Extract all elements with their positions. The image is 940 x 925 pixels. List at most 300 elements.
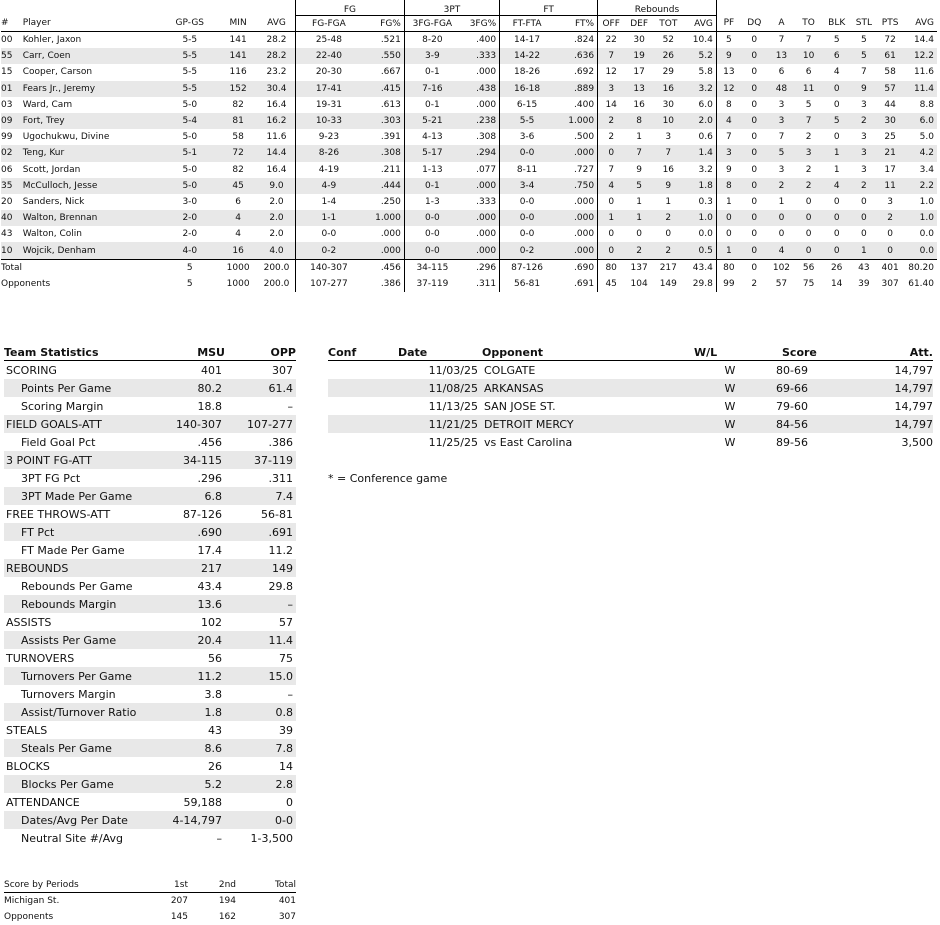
cell-stl: 0 [861,196,867,207]
three-group-header: 3PT [404,0,499,16]
score-by-periods-table [4,878,296,925]
stat-label: Rebounds Per Game [21,579,133,593]
totals-label: Total [1,259,161,276]
stat-label: Field Goal Pct [21,435,96,449]
player-row [1,48,937,64]
col-header-min-avg: AVG [258,16,296,32]
stat-opp-value: 39 [279,723,293,737]
cell-reb-avg: 10.4 [692,35,713,46]
cell-pf: 8 [716,97,741,113]
cell-gp-gs: 2-0 [182,229,198,240]
cell-dq: 0 [751,99,758,110]
cell-pts: 72 [884,35,896,46]
cell-three-fg: 1-3 [404,194,460,210]
stat-opp-value: 1-3,500 [250,831,293,845]
cell-blk: 1 [822,145,852,161]
stat-label: Scoring Margin [21,399,104,413]
cell-def-reb: 1 [624,210,654,226]
cell-dq: 2 [741,276,768,292]
stat-msu-value: 4-14,797 [169,811,225,829]
cell-stl: 2 [852,178,877,194]
team-name: Opponents [4,912,54,922]
team-stat-row [4,775,296,793]
team-statistics-table [4,345,296,847]
player-row [1,210,937,226]
cell-ast: 6 [778,67,785,78]
fg-group-header: FG [296,0,405,16]
cell-to: 2 [805,164,812,175]
cell-gp-gs: 5 [161,259,218,276]
cell-pts: 58 [884,67,896,78]
team-stat-row [4,433,296,451]
cell-tot-reb: 0 [665,229,672,240]
cell-fg-pct: .211 [380,164,401,175]
team-stat-row [4,613,296,631]
cell-ast: 3 [778,99,785,110]
stat-label: BLOCKS [6,759,50,773]
cell-off-reb: 7 [598,162,625,178]
cell-ft: 8-11 [500,162,554,178]
cell-fg-pct: 1.000 [362,210,405,226]
cell-pts-avg: 4.2 [904,145,937,161]
stat-opp-value: 0 [286,795,293,809]
col-header-player: Player [23,16,162,32]
cell-gp-gs: 5-5 [161,48,218,64]
cell-reb-avg: 5.2 [683,48,717,64]
cell-reb-avg: 2.0 [683,113,717,129]
cell-gp-gs: 5-4 [161,113,218,129]
cell-stl: 7 [861,67,867,78]
cell-min: 82 [232,164,244,175]
cell-min: 45 [218,178,258,194]
stat-opp-value: 149 [225,559,296,577]
msu-header: MSU [169,345,225,361]
stat-opp-value: 29.8 [268,579,293,593]
cell-three-fg: 0-1 [404,97,460,113]
cell-player: Walton, Colin [22,229,82,240]
col-header-ft: FT-FTA [500,16,554,32]
cell-pts: 44 [884,99,896,110]
cell-pts-avg: 5.0 [919,132,934,143]
cell-tot-reb: 7 [654,145,683,161]
col-header-fg: FG-FGA [296,16,362,32]
cell-dq: 0 [751,196,758,207]
cell-pts-avg: 80.20 [904,259,937,276]
cell-pts-avg: 0.0 [919,229,934,240]
cell-dq: 0 [741,178,768,194]
cell-ft: 0-2 [500,242,554,259]
stat-msu-value: 43 [208,723,222,737]
cell-off-reb: 7 [598,48,625,64]
team-stat-row [4,379,296,397]
cell-def-reb: 13 [624,81,654,97]
cell-fg-pct: .667 [380,67,401,78]
cell-blk: 6 [822,48,852,64]
cell-fg-pct: .308 [362,145,405,161]
score-cell: 79-60 [776,399,808,413]
date-cell: 11/08/25 [398,379,482,397]
cell-three-pct: .000 [476,99,497,110]
cell-pf: 9 [716,162,741,178]
team-stat-row [4,739,296,757]
period-score: 194 [218,896,236,906]
cell-pts-avg: 1.0 [919,196,934,207]
team-stat-row [4,649,296,667]
cell-stl: 3 [861,99,867,110]
cell-dq: 0 [741,242,768,259]
cell-min-avg: 16.2 [258,113,296,129]
stat-label: Steals Per Game [4,739,169,757]
opponent-cell: ARKANSAS [482,379,694,397]
cell-min-avg: 16.4 [266,99,287,110]
cell-reb-avg: 0.0 [698,229,713,240]
cell-min-avg: 4.0 [258,242,296,259]
cell-tot-reb: 16 [662,164,675,175]
cell-to: 5 [805,99,812,110]
cell-fg: 9-23 [296,129,362,145]
stat-label: FT Pct [4,523,169,541]
team-stat-row [4,487,296,505]
cell-pts: 3 [887,196,893,207]
stat-opp-value: 2.8 [225,775,296,793]
cell-ft: 14-22 [500,48,554,64]
cell-tot-reb: 26 [654,48,683,64]
cell-tot-reb: 3 [665,132,672,143]
attendance-cell: 3,500 [901,435,933,449]
rebounds-group-header: Rebounds [598,0,717,16]
period-score: 145 [170,912,188,922]
cell-player: Sanders, Nick [22,196,85,207]
column-header-row [1,16,937,32]
player-row [1,97,937,113]
cell-player: McCulloch, Jesse [23,178,162,194]
cell-jersey: 00 [1,35,13,46]
opponents-row [1,276,937,292]
stat-label: REBOUNDS [4,559,169,577]
cell-three-pct: .077 [476,164,497,175]
stat-label: SCORING [6,363,57,377]
cell-off-reb: 22 [598,32,625,49]
col-header-reb-avg: AVG [683,16,717,32]
stat-msu-value: 17.4 [197,543,222,557]
cell-reb-avg: 5.8 [698,67,713,78]
date-cell: 11/13/25 [428,399,478,413]
cell-to: 10 [795,48,822,64]
conf-cell [328,433,398,451]
cell-dq: 0 [741,113,768,129]
col-header-three-pct: 3FG% [460,16,500,32]
cell-tot-reb: 2 [654,210,683,226]
cell-fg: 0-0 [296,226,362,242]
cell-blk: 4 [833,67,840,78]
stat-opp-value: 7.8 [225,739,296,757]
stat-label: Points Per Game [4,379,169,397]
cell-fg-pct: .550 [362,48,405,64]
date-cell: 11/21/25 [398,415,482,433]
cell-fg-pct: .250 [380,196,401,207]
cell-pts-avg: 12.2 [904,48,937,64]
player-row [1,194,937,210]
team-stat-row [4,793,296,811]
opponent-cell: COLGATE [484,363,536,377]
cell-three-fg: 0-0 [404,210,460,226]
conf-cell [328,397,398,415]
cell-def-reb: 19 [624,48,654,64]
cell-dq: 0 [741,210,768,226]
cell-player: Carr, Coen [23,48,162,64]
cell-three-pct: .000 [460,210,500,226]
cell-gp-gs: 5-5 [161,81,218,97]
col-header-dq: DQ [741,16,768,32]
cell-three-pct: .333 [460,48,500,64]
cell-player: Ugochukwu, Divine [22,132,110,143]
col-header-blk: BLK [822,16,852,32]
cell-pf: 5 [716,32,741,49]
cell-min: 152 [218,81,258,97]
stat-opp-value: – [287,687,293,701]
score-cell: 69-66 [766,379,858,397]
team-stat-row [4,721,296,739]
period-score: 207 [170,896,188,906]
cell-pts-avg: 3.4 [919,164,934,175]
player-row [1,129,937,145]
attendance-cell: 14,797 [858,379,933,397]
cell-off-reb: 45 [598,276,625,292]
cell-three-pct: .296 [460,259,500,276]
cell-pts-avg: 1.0 [904,210,937,226]
stat-label: FIELD GOALS-ATT [4,415,169,433]
cell-player: Walton, Brennan [23,210,162,226]
cell-jersey: 09 [1,113,23,129]
cell-fg: 4-19 [296,162,362,178]
result-cell: W [694,415,766,433]
team-stat-row [4,667,296,685]
cell-min: 1000 [218,276,258,292]
cell-dq: 0 [741,81,768,97]
col-header-ast: A [768,16,796,32]
col-header-pts-avg: AVG [904,16,937,32]
cell-pf: 9 [716,48,741,64]
cell-player: Scott, Jordan [22,164,81,175]
wl-header: W/L [694,345,766,361]
date-header: Date [398,345,482,361]
attendance-cell: 14,797 [858,415,933,433]
stat-label: Turnovers Margin [21,687,116,701]
cell-min-avg: 200.0 [258,259,296,276]
cell-to: 0 [805,229,812,240]
cell-fg: 107-277 [296,276,362,292]
opponent-cell: SAN JOSE ST. [484,399,556,413]
cell-ast: 4 [768,242,796,259]
cell-to: 3 [795,145,822,161]
stat-msu-value: 26 [208,759,222,773]
stat-opp-value: 57 [279,615,293,629]
cell-tot-reb: 16 [654,81,683,97]
cell-dq: 0 [751,35,758,46]
cell-pts: 401 [876,259,904,276]
cell-player: Teng, Kur [23,145,162,161]
cell-reb-avg: 43.4 [683,259,717,276]
cell-gp-gs: 4-0 [161,242,218,259]
team-stat-row [4,685,296,703]
cell-ast: 5 [768,145,796,161]
cell-reb-avg: 0.5 [683,242,717,259]
cell-pts: 30 [876,113,904,129]
cell-ft-pct: .692 [574,67,595,78]
total-header: Total [236,878,296,893]
cell-three-fg: 5-17 [404,145,460,161]
cell-ast: 3 [778,164,785,175]
stat-label: Rebounds Margin [4,595,169,613]
cell-def-reb: 0 [636,229,642,240]
cell-tot-reb: 2 [654,242,683,259]
cell-pts-avg: 11.4 [904,81,937,97]
cell-blk: 1 [833,164,840,175]
cell-to: 11 [795,81,822,97]
col-header-to: TO [795,16,822,32]
team-stats-title: Team Statistics [4,345,169,361]
stat-opp-value: 15.0 [225,667,296,685]
cell-min-avg: 14.4 [258,145,296,161]
team-stat-row [4,505,296,523]
team-stat-row [4,829,296,847]
stat-opp-value: 56-81 [261,507,293,521]
cell-three-fg: 1-13 [404,162,460,178]
cell-tot-reb: 9 [654,178,683,194]
cell-three-fg: 0-1 [404,64,460,80]
stat-msu-value: 59,188 [183,795,222,809]
cell-jersey: 15 [1,67,13,78]
totals-rows [1,259,937,292]
schedule-table [328,345,933,451]
cell-off-reb: 0 [598,242,625,259]
cell-min: 1000 [218,259,258,276]
cell-ft-pct: .824 [574,35,595,46]
player-row [1,64,937,80]
schedule-row [328,415,933,433]
cell-min-avg: 30.4 [258,81,296,97]
cell-three-fg: 8-20 [404,32,460,49]
score-cell: 84-56 [766,415,858,433]
ft-group-header: FT [500,0,598,16]
cell-gp-gs: 5 [161,276,218,292]
cell-jersey: 40 [1,210,23,226]
cell-fg: 0-2 [296,242,362,259]
cell-to: 6 [805,67,812,78]
cell-ast: 48 [768,81,796,97]
score-cell: 80-69 [776,363,808,377]
cell-pts: 2 [876,210,904,226]
cell-blk: 0 [833,196,840,207]
periods-header-row [4,878,296,893]
cell-to: 0 [795,242,822,259]
cell-gp-gs: 3-0 [182,196,198,207]
stat-msu-value: 5.2 [169,775,225,793]
cell-ft-pct: 1.000 [554,113,598,129]
period-score: 401 [278,896,296,906]
cell-min: 6 [235,196,241,207]
stat-opp-value: – [287,399,293,413]
cell-dq: 0 [741,259,768,276]
team-stat-row [4,811,296,829]
cell-pts-avg: 11.6 [913,67,934,78]
cell-blk: 0 [833,132,840,143]
cell-to: 2 [795,178,822,194]
cell-dq: 0 [751,229,758,240]
cell-to: 56 [795,259,822,276]
att-header: Att. [858,345,933,361]
cell-def-reb: 137 [624,259,654,276]
cell-pf: 4 [716,113,741,129]
col-header-pf: PF [716,16,741,32]
cell-ast: 0 [778,229,785,240]
cell-pts-avg: 14.4 [913,35,934,46]
cell-def-reb: 5 [624,178,654,194]
cell-stl: 0 [852,210,877,226]
stat-label: Blocks Per Game [4,775,169,793]
cell-three-fg: 0-0 [404,242,460,259]
cell-blk: 0 [822,81,852,97]
result-cell: W [724,399,736,413]
cell-gp-gs: 2-0 [161,210,218,226]
schedule-row [328,379,933,397]
cell-pts: 307 [876,276,904,292]
stat-opp-value: 0.8 [225,703,296,721]
stat-msu-value: 140-307 [169,415,225,433]
cell-gp-gs: 5-1 [161,145,218,161]
cell-jersey: 43 [1,229,13,240]
player-row [1,242,937,259]
cell-gp-gs: 5-0 [182,132,198,143]
cell-def-reb: 17 [633,67,645,78]
cell-to: 0 [795,210,822,226]
stat-msu-value: 34-115 [169,451,225,469]
schedule-row [328,397,933,415]
cell-player: Cooper, Carson [22,67,93,78]
cell-ast: 7 [778,35,785,46]
cell-tot-reb: 52 [662,35,675,46]
cell-ft: 5-5 [500,113,554,129]
cell-ft: 0-0 [500,145,554,161]
player-row [1,178,937,194]
conf-header: Conf [328,345,398,361]
stat-opp-value: 37-119 [225,451,296,469]
team-stat-row [4,397,296,415]
schedule-row [328,433,933,451]
cell-fg-pct: .613 [380,99,401,110]
team-stat-row [4,631,296,649]
cell-def-reb: 1 [636,132,642,143]
cell-stl: 1 [852,242,877,259]
player-row [1,145,937,161]
cell-blk: 14 [822,276,852,292]
cell-jersey: 99 [1,132,13,143]
cell-player: Wojcik, Denham [23,242,162,259]
cell-three-pct: .000 [460,242,500,259]
cell-player: Kohler, Jaxon [22,35,82,46]
cell-stl: 0 [861,229,867,240]
stat-opp-value: .691 [225,523,296,541]
team-name: Michigan St. [4,896,60,906]
cell-ft-pct: .691 [554,276,598,292]
cell-three-fg: 5-21 [404,113,460,129]
cell-three-fg: 7-16 [404,81,460,97]
cell-blk: 0 [833,99,840,110]
cell-off-reb: 80 [598,259,625,276]
cell-three-pct: .333 [476,196,497,207]
cell-stl: 2 [852,113,877,129]
cell-blk: 26 [822,259,852,276]
